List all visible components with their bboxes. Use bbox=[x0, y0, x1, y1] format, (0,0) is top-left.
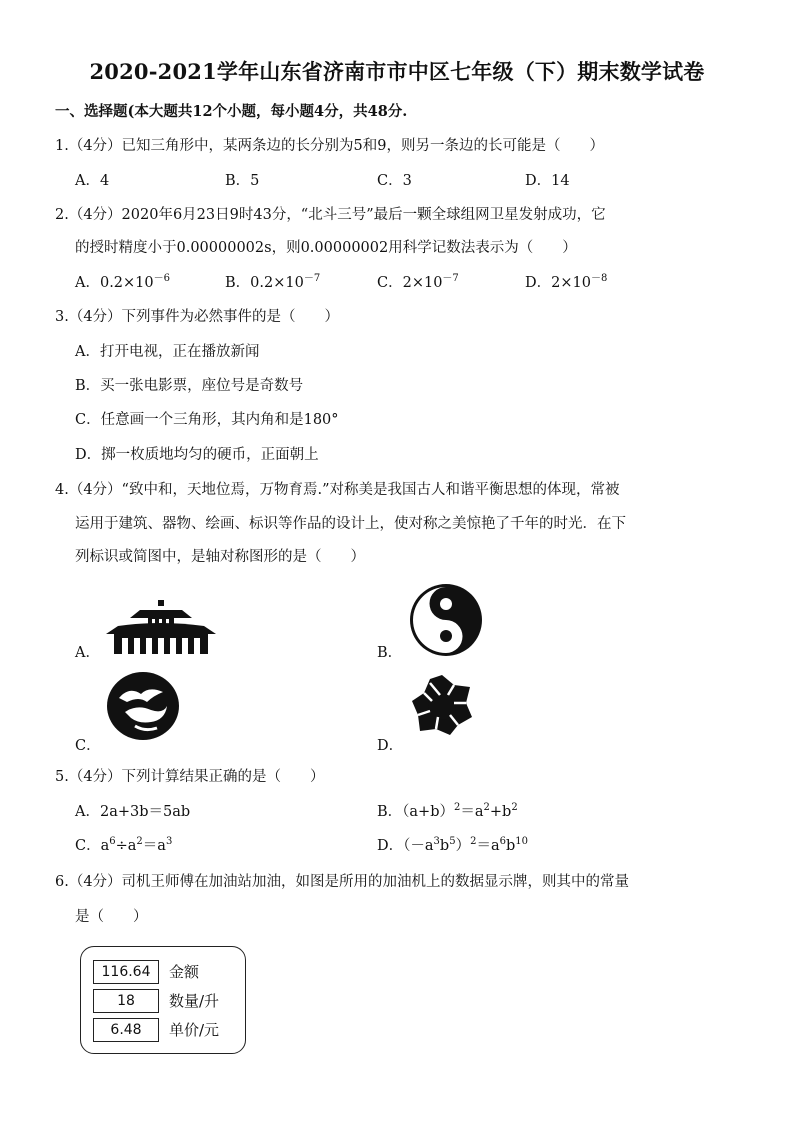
q5-b-exp3: 2 bbox=[511, 802, 518, 813]
q2-option-a-exponent: －6 bbox=[153, 273, 171, 284]
section-heading: 一、选择题(本大题共12个小题，每小题4分，共48分. bbox=[55, 103, 408, 120]
page-title: 2020-2021学年山东省济南市市中区七年级（下）期末数学试卷 bbox=[89, 59, 705, 84]
pump-unit-price-label: 单价/元 bbox=[169, 1021, 220, 1039]
q4-option-a-label: A． bbox=[75, 645, 100, 661]
q5-c-part3: ＝a bbox=[142, 838, 166, 854]
question-2-stem-line1: 2.（4分）2020年6月23日9时43分，“北斗三号”最后一颗全球组网卫星发射成功，它 bbox=[55, 207, 606, 223]
q5-b-exp1: 2 bbox=[453, 802, 461, 813]
q2-option-d bbox=[525, 271, 607, 292]
q4-option-c-label: C． bbox=[75, 738, 101, 754]
q1-option-c: C．3 bbox=[377, 173, 412, 189]
q5-d-exp5: 10 bbox=[515, 836, 529, 847]
q2-option-d-base: D．2×10 bbox=[525, 275, 591, 291]
q5-d-exp2: 5 bbox=[449, 836, 456, 847]
q4-option-d-label: D． bbox=[377, 738, 404, 754]
q2-option-a-base: A．0.2×10 bbox=[75, 275, 154, 291]
q5-d-part1: D．（－a bbox=[377, 838, 434, 854]
question-5-stem: 5.（4分）下列计算结果正确的是（ ） bbox=[55, 769, 325, 785]
fuel-pump-display bbox=[80, 946, 246, 1054]
q2-option-c bbox=[377, 271, 459, 292]
q5-d-exp3: 2 bbox=[470, 836, 477, 847]
pavilion-icon bbox=[104, 600, 218, 654]
question-6-stem-line2: 是（ ） bbox=[75, 909, 148, 925]
q1-option-d: D．14 bbox=[525, 173, 570, 189]
swirl-emblem-icon bbox=[105, 670, 181, 742]
q2-option-a bbox=[75, 271, 170, 292]
q5-c-part1: C．a bbox=[75, 838, 110, 854]
question-4-stem-line3: 列标识或简图中，是轴对称图形的是（ ） bbox=[75, 549, 365, 565]
pump-amount-label: 金额 bbox=[169, 963, 200, 981]
q3-option-b: B．买一张电影票，座位号是奇数号 bbox=[75, 378, 304, 394]
q5-d-part4: ＝a bbox=[476, 838, 500, 854]
q5-d-part2: b bbox=[439, 838, 450, 854]
question-1-stem: 1.（4分）已知三角形中，某两条边的长分别为5和9，则另一条边的长可能是（ ） bbox=[55, 138, 605, 154]
q2-option-c-base: C．2×10 bbox=[377, 275, 443, 291]
q5-option-d bbox=[377, 834, 528, 855]
q5-d-exp1: 3 bbox=[433, 836, 440, 847]
q2-option-b bbox=[225, 271, 320, 292]
q5-d-part3: ） bbox=[455, 838, 471, 854]
pinwheel-star-icon bbox=[410, 673, 474, 737]
q1-option-b: B．5 bbox=[225, 173, 260, 189]
pump-unit-price-value: 6.48 bbox=[93, 1018, 159, 1042]
q5-b-exp2: 2 bbox=[483, 802, 490, 813]
pump-quantity-value: 18 bbox=[93, 989, 159, 1013]
q2-option-b-base: B．0.2×10 bbox=[225, 275, 304, 291]
yin-yang-icon bbox=[408, 582, 484, 658]
q5-d-exp4: 6 bbox=[499, 836, 506, 847]
q3-option-d: D．掷一枚质地均匀的硬币，正面朝上 bbox=[75, 447, 319, 463]
q1-option-a: A．4 bbox=[75, 173, 110, 189]
question-3-stem: 3.（4分）下列事件为必然事件的是（ ） bbox=[55, 309, 340, 325]
q5-c-exp3: 3 bbox=[165, 836, 173, 847]
q5-c-exp1: 6 bbox=[109, 836, 116, 847]
q5-d-part5: b bbox=[505, 838, 516, 854]
q2-option-d-exponent: －8 bbox=[590, 273, 608, 284]
q5-option-b bbox=[377, 800, 518, 821]
pump-amount-value: 116.64 bbox=[93, 960, 159, 984]
q2-option-b-exponent: －7 bbox=[303, 273, 321, 284]
question-2-stem-line2: 的授时精度小于0.00000002s，则0.00000002用科学记数法表示为（ ） bbox=[75, 240, 577, 256]
q5-b-part2: ＝a bbox=[460, 804, 484, 820]
q5-c-part2: ÷a bbox=[115, 838, 137, 854]
q5-option-a: A．2a+3b＝5ab bbox=[75, 804, 191, 820]
question-4-stem-line1: 4.（4分）“致中和，天地位焉，万物育焉.”对称美是我国古人和谐平衡思想的体现，常被 bbox=[55, 482, 620, 498]
q5-b-part1: B．（a+b） bbox=[377, 804, 454, 820]
question-6-stem-line1: 6.（4分）司机王师傅在加油站加油，如图是所用的加油机上的数据显示牌，则其中的常量 bbox=[55, 874, 630, 890]
q2-option-c-exponent: －7 bbox=[442, 273, 459, 284]
q5-b-part3: +b bbox=[489, 804, 512, 820]
question-4-stem-line2: 运用于建筑、器物、绘画、标识等作品的设计上，使对称之美惊艳了千年的时光．在下 bbox=[75, 516, 626, 532]
q3-option-a: A．打开电视，正在播放新闻 bbox=[75, 344, 260, 360]
q4-option-b-label: B． bbox=[377, 645, 403, 661]
q5-option-c bbox=[75, 834, 172, 855]
q3-option-c: C．任意画一个三角形，其内角和是180° bbox=[75, 412, 339, 428]
pump-quantity-label: 数量/升 bbox=[169, 992, 220, 1010]
q5-c-exp2: 2 bbox=[136, 836, 143, 847]
